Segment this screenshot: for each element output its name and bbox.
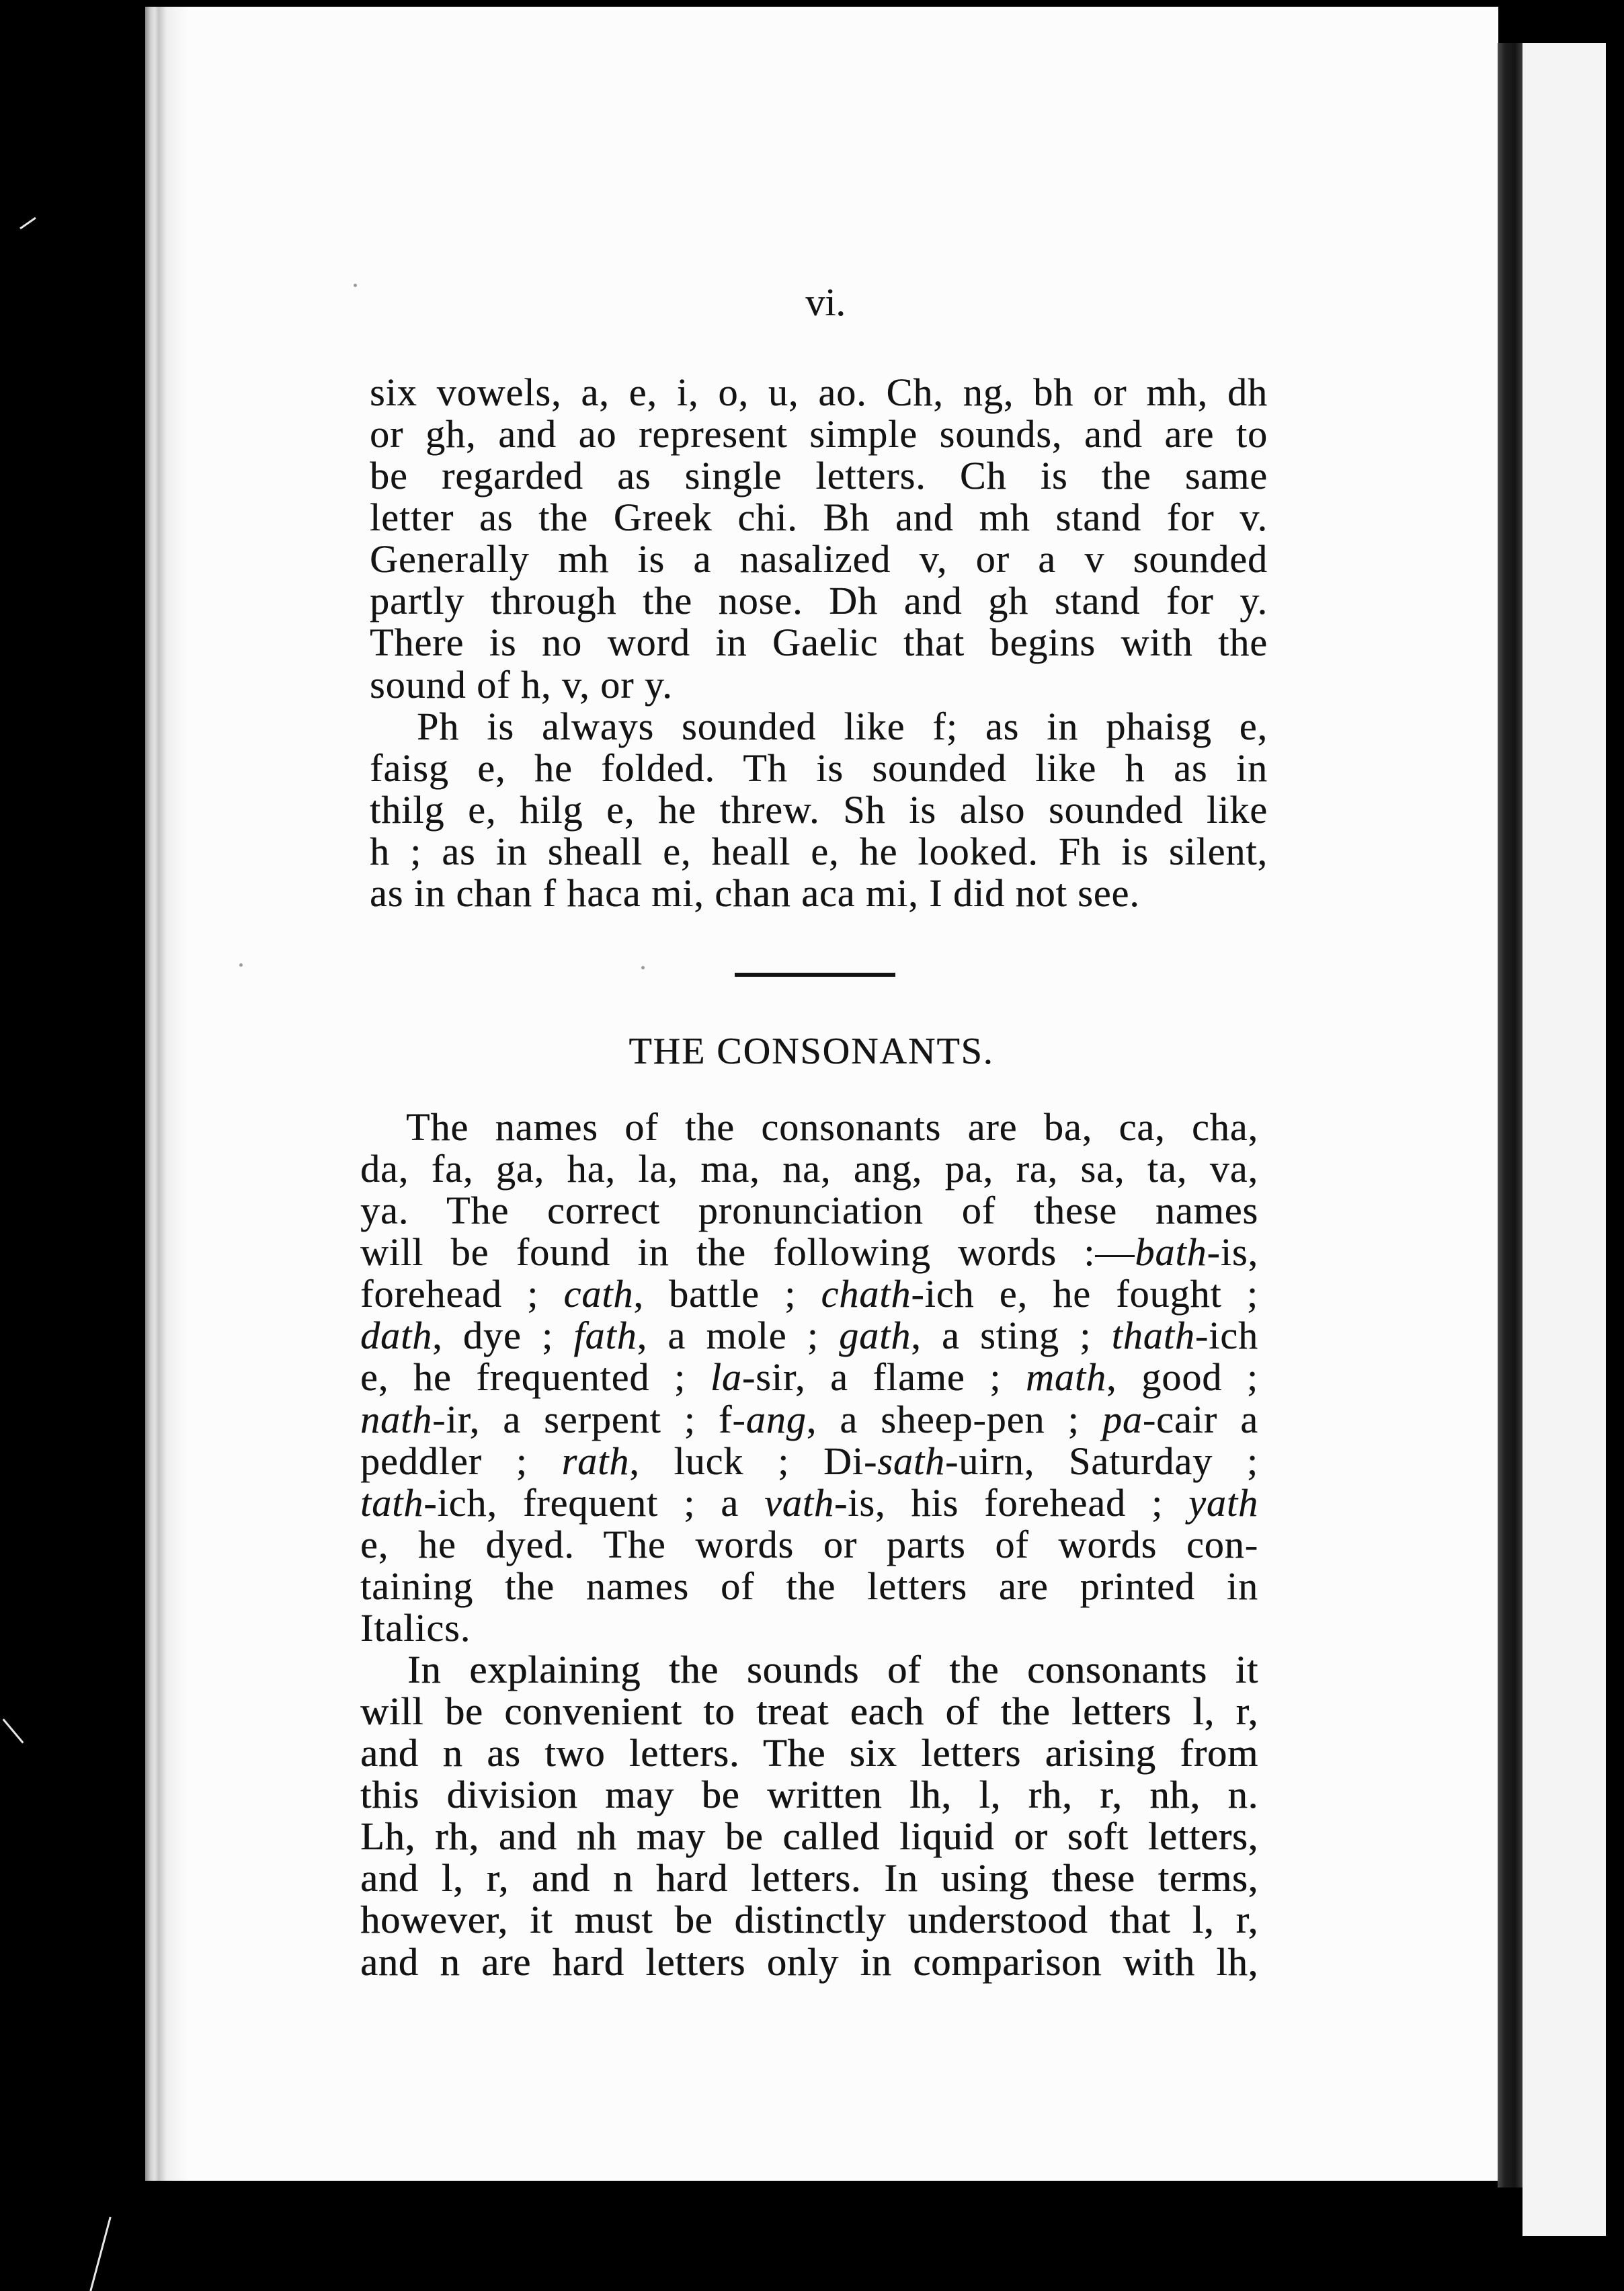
italic-word: chath: [821, 1272, 911, 1316]
text-line: [360, 1816, 1258, 1857]
text-run: In explaining the sounds of the consonants it: [407, 1648, 1258, 1692]
text-run: -ir, a serpent ; f-: [432, 1397, 746, 1441]
text-run: will be convenient to treat each of the letters l, r,: [360, 1689, 1258, 1734]
text-run: The names of the consonants are ba, ca, cha,: [406, 1105, 1258, 1149]
text-run: sound of h, v, or y.: [370, 662, 673, 707]
text-run: and l, r, and n hard letters. In using these terms,: [360, 1856, 1258, 1900]
text-run: -is, his forehead ;: [834, 1480, 1189, 1525]
italic-word: thath: [1111, 1314, 1195, 1358]
text-line: [360, 1732, 1258, 1774]
italic-word: fath: [573, 1314, 637, 1358]
text-run: ya. The correct pronunciation of these names: [360, 1189, 1258, 1233]
text-line: [360, 1273, 1258, 1315]
text-run: , good ;: [1106, 1355, 1258, 1400]
text-run: peddler ;: [360, 1439, 562, 1483]
italic-word: rath: [561, 1439, 630, 1483]
text-run: e, he dyed. The words or parts of words con-: [360, 1522, 1258, 1566]
text-run: , a mole ;: [637, 1314, 840, 1358]
italic-word: yath: [1188, 1480, 1258, 1525]
text-block-consonants: [360, 1107, 1258, 1983]
text-run: h ; as in sheall e, heall e, he looked. Fh is silent,: [370, 829, 1268, 873]
text-run: Ph is always sounded like f; as in phaisg e,: [417, 704, 1268, 748]
text-run: Generally mh is a nasalized v, or a v sounded: [370, 537, 1268, 581]
italic-word: math: [1026, 1355, 1107, 1400]
text-line: [360, 1899, 1258, 1941]
text-run: e, he frequented ;: [360, 1355, 710, 1400]
text-line: [360, 1857, 1258, 1899]
text-line: [370, 706, 1268, 748]
text-run: partly through the nose. Dh and gh stand for y.: [370, 579, 1268, 623]
text-line: [370, 789, 1268, 831]
italic-word: tath: [360, 1480, 424, 1525]
italic-word: sath: [877, 1439, 945, 1483]
text-run: -is,: [1207, 1230, 1258, 1275]
scan-scratch: [19, 217, 36, 230]
text-line: [360, 1774, 1258, 1816]
text-line: [360, 1482, 1258, 1524]
text-line: [360, 1441, 1258, 1482]
page-number: vi.: [805, 280, 846, 324]
text-run: will be found in the following words :—: [360, 1230, 1135, 1275]
text-line: [370, 831, 1268, 873]
text-run: -ich: [1194, 1314, 1258, 1358]
italic-word: nath: [360, 1397, 433, 1441]
text-run: as in chan f haca mi, chan aca mi, I did not see.: [370, 871, 1140, 915]
paragraph: [360, 1649, 1258, 1983]
text-run: Italics.: [360, 1605, 471, 1650]
dust-speck: [641, 966, 645, 969]
text-run: , dye ;: [432, 1314, 574, 1358]
text-run: da, fa, ga, ha, la, ma, na, ang, pa, ra, sa, ta, va,: [360, 1147, 1258, 1191]
text-run: -ich, frequent ; a: [423, 1480, 765, 1525]
text-line: [370, 748, 1268, 789]
text-run: -uirn, Saturday ;: [944, 1439, 1259, 1483]
text-line: [370, 538, 1268, 580]
text-run: be regarded as single letters. Ch is the same: [370, 454, 1268, 498]
text-run: and n are hard letters only in comparison with lh,: [360, 1939, 1258, 1984]
text-line: [360, 1357, 1258, 1398]
text-run: faisg e, he folded. Th is sounded like h as in: [370, 746, 1268, 790]
page-left-edge-shadow: [145, 7, 188, 2181]
text-line: [360, 1315, 1258, 1357]
italic-word: la: [710, 1355, 742, 1400]
text-run: or gh, and ao represent simple sounds, and are to: [370, 412, 1268, 456]
text-run: -ich e, he fought ;: [911, 1272, 1258, 1316]
dust-speck: [239, 963, 243, 967]
text-block-continued: [370, 372, 1268, 914]
paragraph: [370, 706, 1268, 914]
section-heading: THE CONSONANTS.: [628, 1031, 994, 1072]
text-line: [360, 1190, 1258, 1232]
text-line: [370, 413, 1268, 455]
text-line: [360, 1148, 1258, 1190]
text-line: [360, 1691, 1258, 1732]
paragraph: [370, 372, 1268, 706]
adjacent-page-edge: [1522, 43, 1606, 2236]
text-line: [360, 1607, 1258, 1649]
italic-word: pa: [1102, 1397, 1143, 1441]
italic-word: cath: [563, 1272, 634, 1316]
text-run: and n as two letters. The six letters arising from: [360, 1731, 1258, 1775]
section-divider-rule: [735, 973, 895, 977]
paragraph: [360, 1107, 1258, 1649]
text-run: , a sting ;: [911, 1314, 1112, 1358]
text-line: [360, 1649, 1258, 1691]
text-line: [370, 455, 1268, 497]
text-run: -sir, a flame ;: [741, 1355, 1026, 1400]
text-run: forehead ;: [360, 1272, 564, 1316]
text-run: -cair a: [1142, 1397, 1258, 1441]
italic-word: bath: [1135, 1230, 1207, 1275]
scan-scratch: [3, 1718, 24, 1743]
text-run: Lh, rh, and nh may be called liquid or soft letters,: [360, 1814, 1258, 1859]
text-run: thilg e, hilg e, he threw. Sh is also sounded like: [370, 787, 1268, 832]
italic-word: gath: [839, 1314, 911, 1358]
dust-speck: [354, 284, 357, 287]
text-line: [360, 1399, 1258, 1441]
text-run: , luck ; Di-: [629, 1439, 878, 1483]
text-run: however, it must be distinctly understood that l, r,: [360, 1898, 1258, 1942]
text-line: [360, 1566, 1258, 1607]
binding-gutter: [1498, 43, 1522, 2187]
italic-word: vath: [764, 1480, 834, 1525]
text-line: [370, 664, 1268, 706]
text-run: There is no word in Gaelic that begins with the: [370, 620, 1268, 665]
scan-scratch: [89, 2217, 111, 2291]
text-run: six vowels, a, e, i, o, u, ao. Ch, ng, bh or mh, dh: [370, 370, 1268, 414]
text-line: [370, 580, 1268, 622]
text-run: taining the names of the letters are printed in: [360, 1564, 1258, 1608]
text-run: letter as the Greek chi. Bh and mh stand for v.: [370, 495, 1268, 540]
text-line: [370, 873, 1268, 914]
text-line: [360, 1232, 1258, 1273]
italic-word: dath: [360, 1314, 433, 1358]
text-line: [370, 372, 1268, 413]
italic-word: ang: [745, 1397, 807, 1441]
text-line: [370, 497, 1268, 538]
text-run: , battle ;: [633, 1272, 821, 1316]
text-line: [370, 622, 1268, 664]
text-run: this division may be written lh, l, rh, r, nh, n.: [360, 1773, 1258, 1817]
text-line: [360, 1524, 1258, 1566]
text-run: , a sheep-pen ;: [806, 1397, 1102, 1441]
text-line: [360, 1941, 1258, 1983]
text-line: [360, 1107, 1258, 1148]
